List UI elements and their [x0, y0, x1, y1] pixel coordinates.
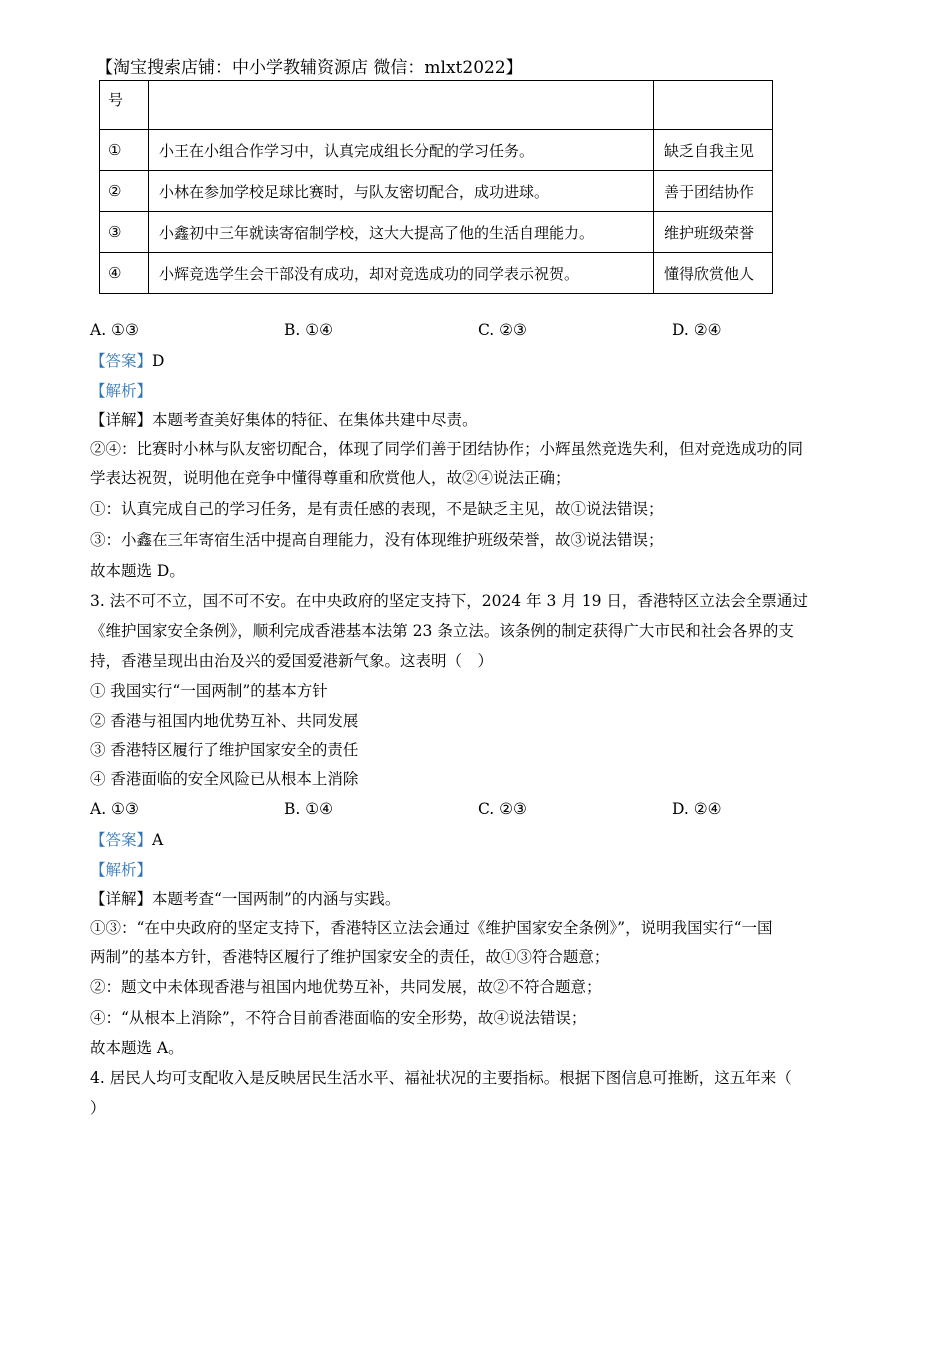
- table-cell: 懂得欣赏他人: [654, 253, 773, 294]
- q4-stem-line: ）: [90, 1099, 106, 1117]
- q3-option-b: B. ①④: [284, 800, 334, 818]
- q2-explain-line: 故本题选 D。: [90, 562, 185, 580]
- table-cell: 善于团结协作: [654, 171, 773, 212]
- q3-statement: ① 我国实行“一国两制”的基本方针: [90, 682, 328, 700]
- table-cell: ②: [100, 171, 149, 212]
- q3-statement: ② 香港与祖国内地优势互补、共同发展: [90, 712, 359, 730]
- q3-analysis-tag: 【解析】: [90, 861, 153, 879]
- q2-option-d: D. ②④: [672, 321, 722, 339]
- q2-explain-line: 学表达祝贺，说明他在竞争中懂得尊重和欣赏他人，故②④说法正确；: [90, 469, 571, 487]
- q3-option-d: D. ②④: [672, 800, 722, 818]
- table-row: [100, 212, 773, 253]
- q2-analysis-tag: 【解析】: [90, 382, 153, 400]
- table-cell: 小王在小组合作学习中，认真完成组长分配的学习任务。: [149, 130, 654, 171]
- table-cell: ④: [100, 253, 149, 294]
- question-table: [99, 80, 773, 294]
- q3-explain-line: ④：“从根本上消除”，不符合目前香港面临的安全形势，故④说法错误；: [90, 1009, 587, 1027]
- q2-option-a: A. ①③: [90, 321, 139, 339]
- q4-stem-line: 4. 居民人均可支配收入是反映居民生活水平、福祉状况的主要指标。根据下图信息可推断，这五年来（: [90, 1069, 792, 1087]
- table-row: [100, 253, 773, 294]
- table-row: [100, 130, 773, 171]
- q2-explain-line: ③：小鑫在三年寄宿生活中提高自理能力，没有体现维护班级荣誉，故③说法错误；: [90, 531, 664, 549]
- q3-explain-line: 故本题选 A。: [90, 1039, 184, 1057]
- table-cell: [149, 81, 654, 130]
- q3-statement: ④ 香港面临的安全风险已从根本上消除: [90, 770, 359, 788]
- q3-option-c: C. ②③: [478, 800, 527, 818]
- q3-stem-line: 持，香港呈现出由治及兴的爱国爱港新气象。这表明（ ）: [90, 652, 494, 670]
- q3-options: [90, 797, 870, 821]
- q3-explain-line: 【详解】本题考查“一国两制”的内涵与实践。: [90, 890, 401, 908]
- q2-explain-line: 【详解】本题考查美好集体的特征、在集体共建中尽责。: [90, 411, 478, 429]
- q3-explain-line: ②：题文中未体现香港与祖国内地优势互补，共同发展，故②不符合题意；: [90, 978, 602, 996]
- table-row: [100, 81, 773, 130]
- table-cell: ③: [100, 212, 149, 253]
- table-cell: 小鑫初中三年就读寄宿制学校，这大大提高了他的生活自理能力。: [149, 212, 654, 253]
- table-cell: ①: [100, 130, 149, 171]
- q3-answer: [90, 828, 163, 852]
- table-cell: 维护班级荣誉: [654, 212, 773, 253]
- answer-tag: 【答案】: [90, 352, 153, 370]
- q2-option-b: B. ①④: [284, 321, 334, 339]
- answer-tag: 【答案】: [90, 831, 153, 849]
- q3-option-a: A. ①③: [90, 800, 139, 818]
- table-cell: 小林在参加学校足球比赛时，与队友密切配合，成功进球。: [149, 171, 654, 212]
- answer-value: A: [152, 831, 164, 849]
- table-row: [100, 171, 773, 212]
- q3-explain-line: 两制”的基本方针，香港特区履行了维护国家安全的责任，故①③符合题意；: [90, 948, 610, 966]
- q2-options: [90, 318, 870, 342]
- q2-explain-line: ②④：比赛时小林与队友密切配合，体现了同学们善于团结协作；小辉虽然竞选失利，但对竞选成功的同: [90, 440, 804, 458]
- table-cell: 号: [100, 81, 149, 130]
- table-cell: 缺乏自我主见: [654, 130, 773, 171]
- table-cell: [654, 81, 773, 130]
- q2-option-c: C. ②③: [478, 321, 527, 339]
- answer-value: D: [152, 352, 165, 370]
- q2-explain-line: ①：认真完成自己的学习任务，是有责任感的表现，不是缺乏主见，故①说法错误；: [90, 500, 664, 518]
- table-cell: 小辉竞选学生会干部没有成功，却对竞选成功的同学表示祝贺。: [149, 253, 654, 294]
- q2-answer: [90, 349, 164, 373]
- q3-statement: ③ 香港特区履行了维护国家安全的责任: [90, 741, 359, 759]
- q3-explain-line: ①③：“在中央政府的坚定支持下，香港特区立法会通过《维护国家安全条例》”，说明我国实行“一国: [90, 919, 773, 937]
- page-header: 【淘宝搜索店铺：中小学教辅资源店 微信：mlxt2022】: [96, 58, 523, 78]
- q3-stem-line: 《维护国家安全条例》，顺利完成香港基本法第 23 条立法。该条例的制定获得广大市民和社会各界的支: [90, 622, 794, 640]
- q3-stem-line: 3. 法不可不立，国不可不安。在中央政府的坚定支持下，2024 年 3 月 19 日，香港特区立法会全票通过: [90, 592, 808, 610]
